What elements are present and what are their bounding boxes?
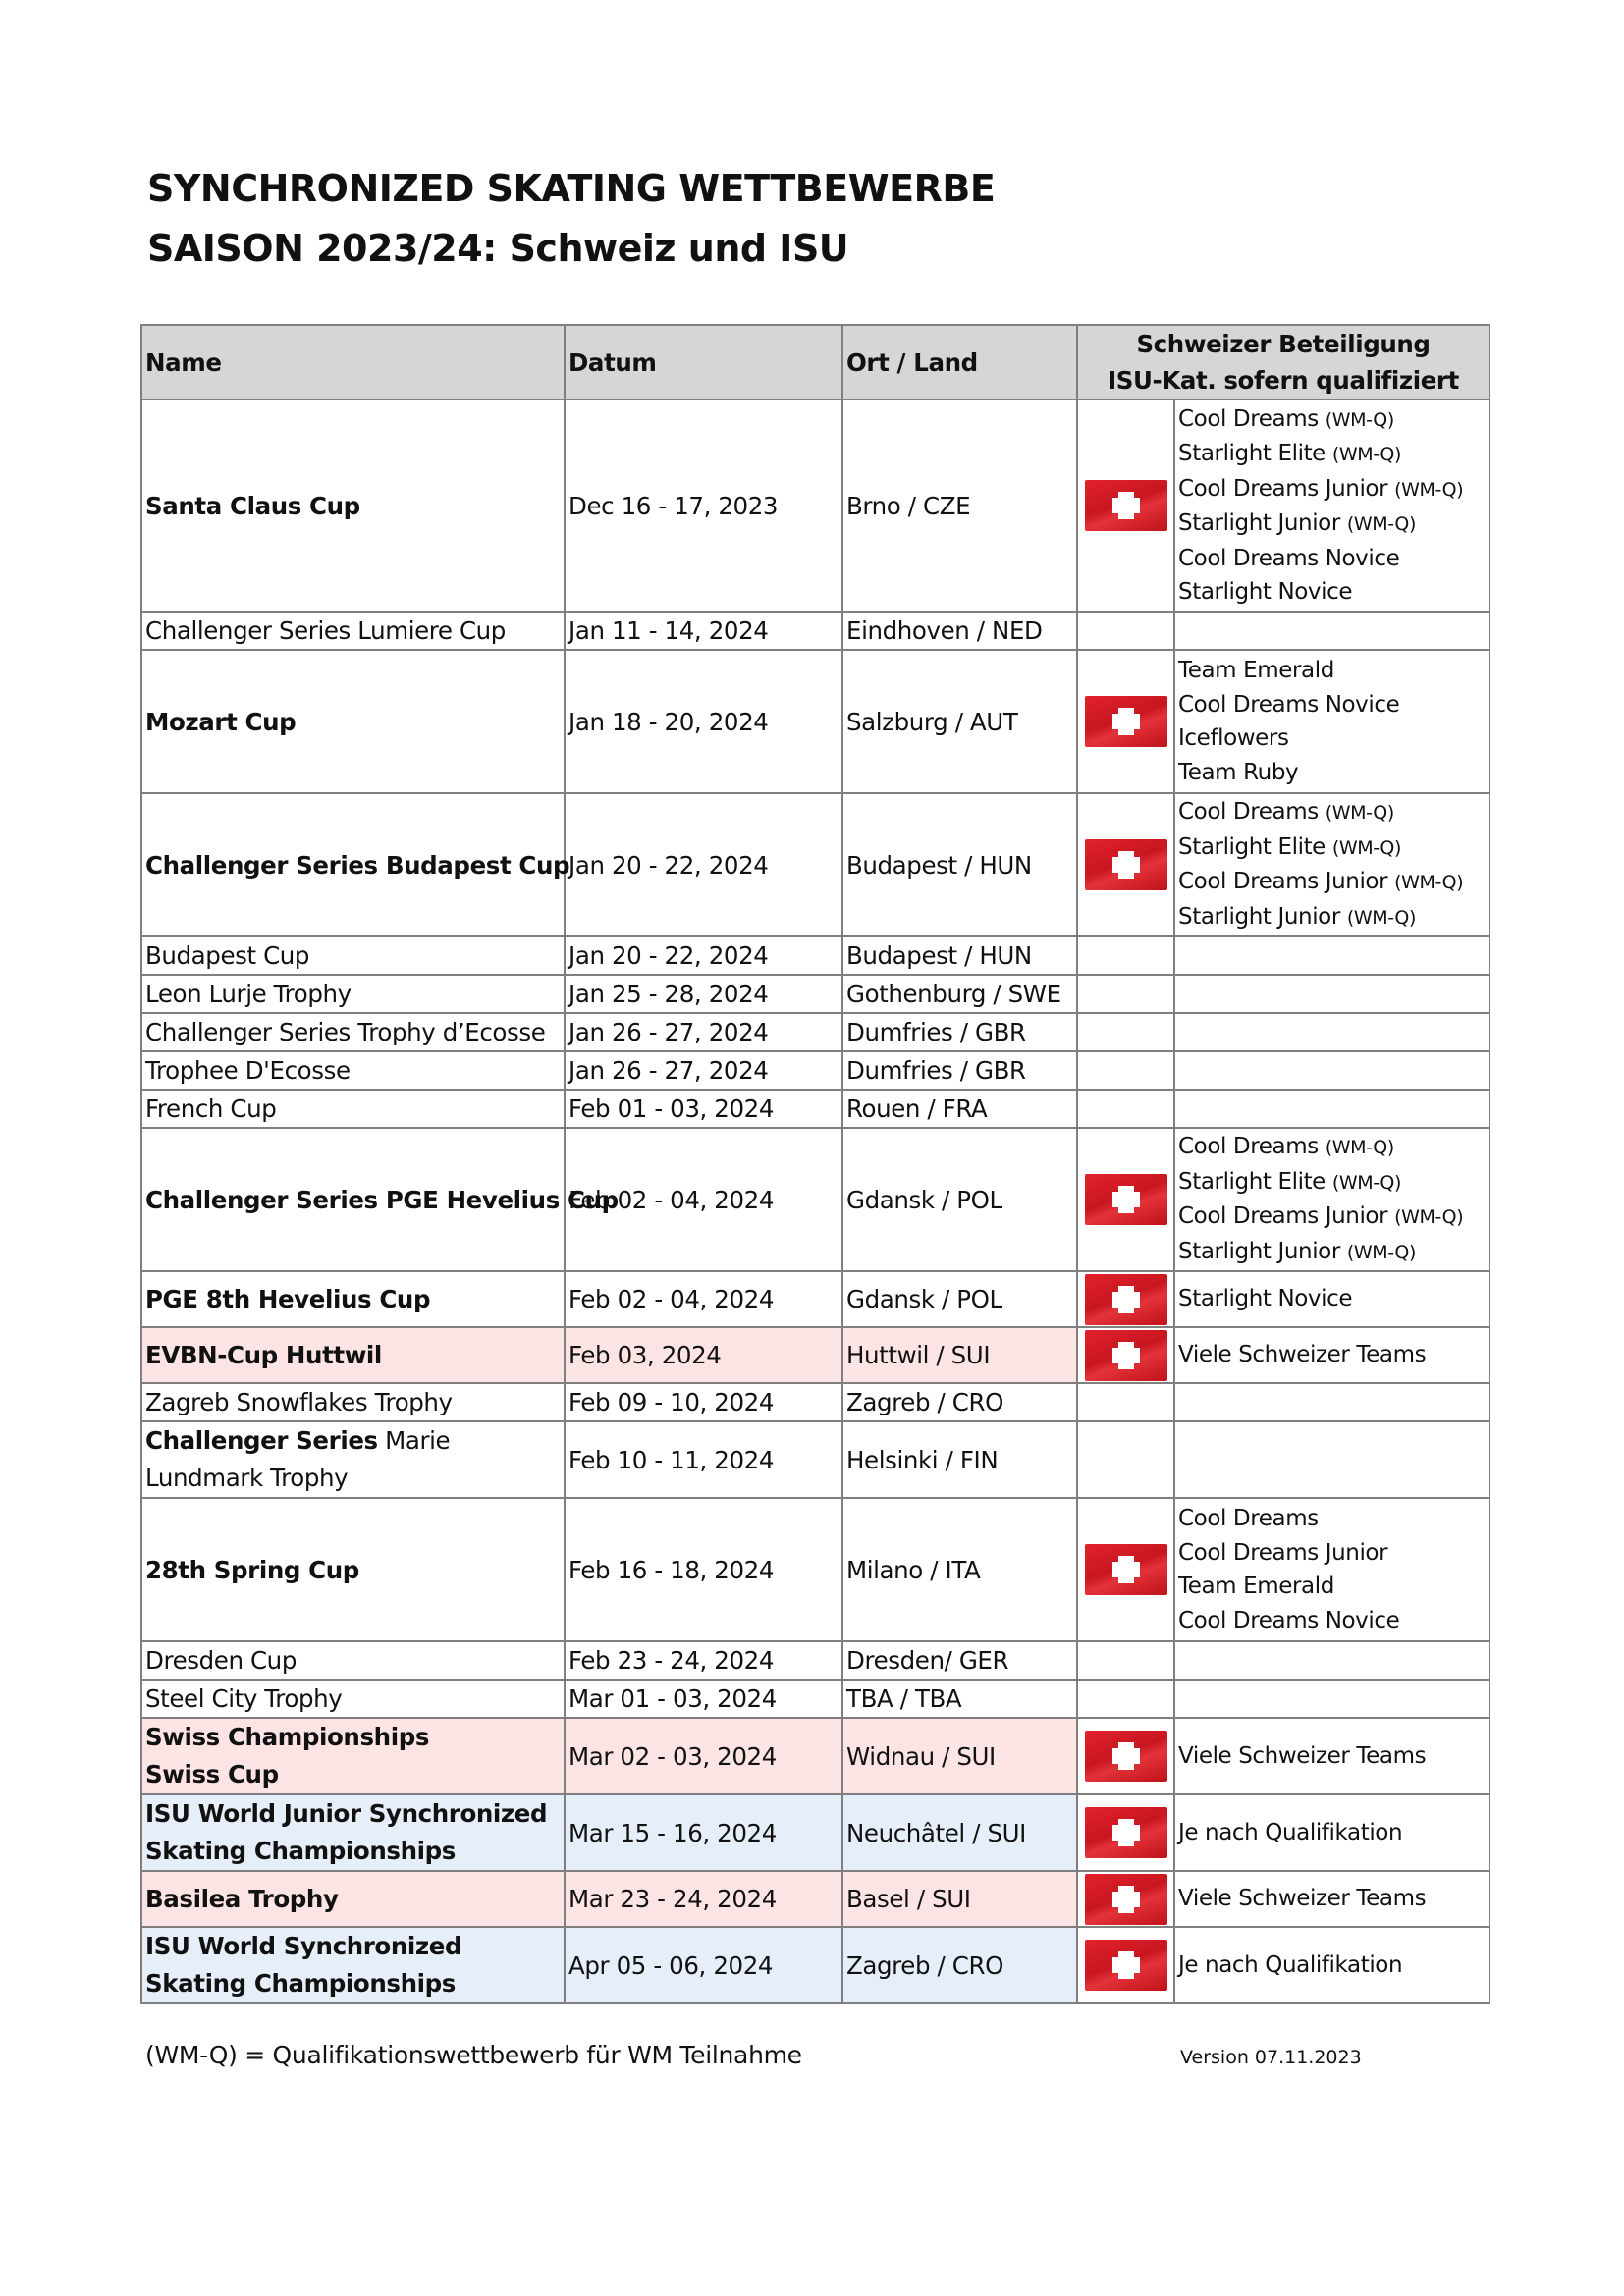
competition-name: Budapest Cup bbox=[141, 936, 565, 975]
team-entry bbox=[1178, 721, 1486, 756]
competition-name: Challenger Series Trophy d’Ecosse bbox=[141, 1013, 565, 1051]
team-entry bbox=[1178, 1536, 1486, 1571]
competition-date: Dec 16 - 17, 2023 bbox=[565, 400, 842, 612]
participation-flag-cell bbox=[1077, 650, 1174, 793]
participation-flag-cell bbox=[1077, 612, 1174, 650]
competition-name: Leon Lurje Trophy bbox=[141, 975, 565, 1013]
participation-flag-cell bbox=[1077, 1927, 1174, 2003]
competition-name-line: Swiss Cup bbox=[145, 1760, 279, 1789]
participation-flag-cell bbox=[1077, 1090, 1174, 1128]
team-entry bbox=[1178, 688, 1486, 722]
team-name: Cool Dreams Junior bbox=[1178, 475, 1388, 502]
competition-location: Zagreb / CRO bbox=[842, 1927, 1077, 2003]
competition-date: Feb 10 - 11, 2024 bbox=[565, 1421, 842, 1498]
participating-teams bbox=[1174, 1051, 1489, 1090]
competition-name-line: Swiss Championships bbox=[145, 1723, 430, 1751]
table-row bbox=[141, 1013, 1489, 1051]
team-name: Team Ruby bbox=[1178, 759, 1299, 785]
competition-location: Salzburg / AUT bbox=[842, 650, 1077, 793]
participation-flag-cell bbox=[1077, 1128, 1174, 1271]
team-entry bbox=[1178, 900, 1486, 935]
participation-flag-cell bbox=[1077, 1013, 1174, 1051]
table-row bbox=[141, 1051, 1489, 1090]
participating-teams bbox=[1174, 1271, 1489, 1327]
competition-location: Dresden/ GER bbox=[842, 1641, 1077, 1680]
participating-teams bbox=[1174, 650, 1489, 793]
team-name: Je nach Qualifikation bbox=[1178, 1819, 1403, 1845]
competition-location: Dumfries / GBR bbox=[842, 1013, 1077, 1051]
participation-flag-cell bbox=[1077, 1641, 1174, 1680]
qualifier-note: (WM-Q) bbox=[1394, 1206, 1464, 1228]
qualifier-note: (WM-Q) bbox=[1346, 1241, 1416, 1263]
team-entry bbox=[1178, 1235, 1486, 1270]
competition-location: Rouen / FRA bbox=[842, 1090, 1077, 1128]
qualifier-note: (WM-Q) bbox=[1394, 478, 1464, 501]
competition-name: Steel City Trophy bbox=[141, 1680, 565, 1718]
participation-flag-cell bbox=[1077, 1498, 1174, 1641]
qualifier-note: (WM-Q) bbox=[1346, 513, 1416, 535]
swiss-flag-icon bbox=[1085, 1274, 1167, 1325]
title-line-1: SYNCHRONIZED SKATING WETTBEWERBE bbox=[147, 167, 996, 210]
team-name: Cool Dreams Novice bbox=[1178, 691, 1400, 718]
team-name: Starlight Novice bbox=[1178, 1286, 1353, 1312]
qualifier-note: (WM-Q) bbox=[1331, 836, 1401, 859]
participating-teams bbox=[1174, 1680, 1489, 1718]
team-entry bbox=[1178, 472, 1486, 507]
team-name: Viele Schweizer Teams bbox=[1178, 1742, 1427, 1769]
competition-date: Jan 18 - 20, 2024 bbox=[565, 650, 842, 793]
table-row bbox=[141, 1327, 1489, 1383]
swiss-flag-icon bbox=[1085, 839, 1167, 890]
team-name: Viele Schweizer Teams bbox=[1178, 1886, 1427, 1912]
team-name: Starlight Junior bbox=[1178, 903, 1340, 930]
table-header-row bbox=[141, 325, 1489, 400]
participating-teams bbox=[1174, 1871, 1489, 1927]
swiss-flag-icon bbox=[1085, 696, 1167, 747]
table-row bbox=[141, 1090, 1489, 1128]
qualifier-note: (WM-Q) bbox=[1346, 906, 1416, 929]
participation-flag-cell bbox=[1077, 936, 1174, 975]
footer-note: (WM-Q) = Qualifikationswettbewerb für WM Teilnahme bbox=[145, 2041, 802, 2069]
competition-date: Feb 09 - 10, 2024 bbox=[565, 1383, 842, 1421]
competition-name: Challenger Series Budapest Cup bbox=[141, 793, 565, 936]
swiss-flag-icon bbox=[1085, 1544, 1167, 1595]
team-name: Cool Dreams bbox=[1178, 405, 1319, 432]
participating-teams bbox=[1174, 612, 1489, 650]
team-entry bbox=[1178, 1739, 1486, 1774]
participating-teams bbox=[1174, 1327, 1489, 1383]
table-row bbox=[141, 1421, 1489, 1498]
team-entry bbox=[1178, 756, 1486, 790]
participating-teams bbox=[1174, 1498, 1489, 1641]
swiss-flag-icon bbox=[1085, 1807, 1167, 1858]
competition-name: Challenger Series Lumiere Cup bbox=[141, 612, 565, 650]
competition-name bbox=[141, 1421, 565, 1498]
competition-location: Gdansk / POL bbox=[842, 1271, 1077, 1327]
participation-flag-cell bbox=[1077, 1327, 1174, 1383]
competition-name: Dresden Cup bbox=[141, 1641, 565, 1680]
team-entry bbox=[1178, 654, 1486, 688]
participation-flag-cell bbox=[1077, 1718, 1174, 1794]
participating-teams bbox=[1174, 1718, 1489, 1794]
team-name: Viele Schweizer Teams bbox=[1178, 1342, 1427, 1368]
competition-date: Mar 01 - 03, 2024 bbox=[565, 1680, 842, 1718]
team-name: Cool Dreams Junior bbox=[1178, 869, 1388, 894]
competition-date: Jan 26 - 27, 2024 bbox=[565, 1051, 842, 1090]
participation-flag-cell bbox=[1077, 1680, 1174, 1718]
header-participation-line-2: ISU-Kat. sofern qualifiziert bbox=[1108, 366, 1459, 395]
team-entry bbox=[1178, 1570, 1486, 1604]
team-entry bbox=[1178, 1282, 1486, 1316]
table-row bbox=[141, 936, 1489, 975]
participation-flag-cell bbox=[1077, 975, 1174, 1013]
competition-date: Jan 20 - 22, 2024 bbox=[565, 936, 842, 975]
title-line-2: SAISON 2023/24: Schweiz und ISU bbox=[147, 227, 849, 270]
competition-location: Dumfries / GBR bbox=[842, 1051, 1077, 1090]
team-name: Cool Dreams Novice bbox=[1178, 545, 1400, 571]
team-name: Cool Dreams Novice bbox=[1178, 1607, 1400, 1633]
document-title bbox=[147, 159, 995, 279]
competition-name: 28th Spring Cup bbox=[141, 1498, 565, 1641]
team-name: Cool Dreams bbox=[1178, 1134, 1319, 1159]
participating-teams bbox=[1174, 1128, 1489, 1271]
qualifier-note: (WM-Q) bbox=[1325, 1137, 1394, 1158]
competition-name: Santa Claus Cup bbox=[141, 400, 565, 612]
competition-date: Feb 01 - 03, 2024 bbox=[565, 1090, 842, 1128]
participating-teams bbox=[1174, 936, 1489, 975]
competition-name: ISU World Junior Synchronized Skating Championships bbox=[141, 1794, 565, 1871]
competition-location: Budapest / HUN bbox=[842, 936, 1077, 975]
participation-flag-cell bbox=[1077, 1871, 1174, 1927]
participating-teams bbox=[1174, 1927, 1489, 2003]
team-entry bbox=[1178, 542, 1486, 576]
participating-teams bbox=[1174, 1383, 1489, 1421]
participating-teams bbox=[1174, 1090, 1489, 1128]
competition-name: Challenger Series PGE Hevelius Cup bbox=[141, 1128, 565, 1271]
competition-name: Basilea Trophy bbox=[141, 1871, 565, 1927]
competition-name: Zagreb Snowflakes Trophy bbox=[141, 1383, 565, 1421]
competition-location: Brno / CZE bbox=[842, 400, 1077, 612]
competition-location: Zagreb / CRO bbox=[842, 1383, 1077, 1421]
participation-flag-cell bbox=[1077, 1271, 1174, 1327]
competition-location: Neuchâtel / SUI bbox=[842, 1794, 1077, 1871]
competition-date: Feb 16 - 18, 2024 bbox=[565, 1498, 842, 1641]
participation-flag-cell bbox=[1077, 793, 1174, 936]
competition-name: Trophee D'Ecosse bbox=[141, 1051, 565, 1090]
participating-teams bbox=[1174, 1641, 1489, 1680]
participation-flag-cell bbox=[1077, 1421, 1174, 1498]
team-entry bbox=[1178, 1604, 1486, 1638]
qualifier-note: (WM-Q) bbox=[1325, 802, 1394, 824]
competition-date: Mar 02 - 03, 2024 bbox=[565, 1718, 842, 1794]
swiss-flag-icon bbox=[1085, 1874, 1167, 1925]
team-name: Team Emerald bbox=[1178, 658, 1334, 683]
competition-name: ISU World Synchronized Skating Championships bbox=[141, 1927, 565, 2003]
team-entry bbox=[1178, 1200, 1486, 1235]
competition-date: Feb 23 - 24, 2024 bbox=[565, 1641, 842, 1680]
participating-teams bbox=[1174, 793, 1489, 936]
participating-teams bbox=[1174, 975, 1489, 1013]
team-entry bbox=[1178, 507, 1486, 542]
competition-date: Jan 11 - 14, 2024 bbox=[565, 612, 842, 650]
header-location: Ort / Land bbox=[842, 325, 1077, 400]
table-row bbox=[141, 612, 1489, 650]
competition-location: Milano / ITA bbox=[842, 1498, 1077, 1641]
team-entry bbox=[1178, 830, 1486, 866]
team-name: Cool Dreams Junior bbox=[1178, 1203, 1388, 1229]
participation-flag-cell bbox=[1077, 1794, 1174, 1871]
competition-date: Feb 03, 2024 bbox=[565, 1327, 842, 1383]
team-entry bbox=[1178, 575, 1486, 610]
table-row bbox=[141, 1641, 1489, 1680]
competition-date: Jan 20 - 22, 2024 bbox=[565, 793, 842, 936]
competition-name: EVBN-Cup Huttwil bbox=[141, 1327, 565, 1383]
competition-location: Widnau / SUI bbox=[842, 1718, 1077, 1794]
competition-location: Huttwil / SUI bbox=[842, 1327, 1077, 1383]
team-name: Cool Dreams bbox=[1178, 1506, 1319, 1531]
competition-date: Feb 02 - 04, 2024 bbox=[565, 1128, 842, 1271]
table-row bbox=[141, 400, 1489, 612]
competition-location: Budapest / HUN bbox=[842, 793, 1077, 936]
table-row bbox=[141, 793, 1489, 936]
team-entry bbox=[1178, 1165, 1486, 1201]
table-row bbox=[141, 975, 1489, 1013]
competition-name-bold: Challenger Series bbox=[145, 1426, 378, 1455]
header-participation-line-1: Schweizer Beteiligung bbox=[1136, 330, 1431, 358]
team-name: Cool Dreams Junior bbox=[1178, 1539, 1388, 1566]
header-date: Datum bbox=[565, 325, 842, 400]
team-entry bbox=[1178, 437, 1486, 472]
competition-location: Helsinki / FIN bbox=[842, 1421, 1077, 1498]
competition-location: Gdansk / POL bbox=[842, 1128, 1077, 1271]
qualifier-note: (WM-Q) bbox=[1331, 1171, 1401, 1194]
team-name: Iceflowers bbox=[1178, 725, 1289, 751]
qualifier-note: (WM-Q) bbox=[1325, 408, 1394, 431]
team-name: Je nach Qualifikation bbox=[1178, 1951, 1403, 1978]
qualifier-note: (WM-Q) bbox=[1394, 872, 1464, 893]
participating-teams bbox=[1174, 1013, 1489, 1051]
swiss-flag-icon bbox=[1085, 480, 1167, 531]
team-name: Starlight Novice bbox=[1178, 579, 1353, 605]
competition-location: Eindhoven / NED bbox=[842, 612, 1077, 650]
table-row bbox=[141, 1383, 1489, 1421]
participation-flag-cell bbox=[1077, 1383, 1174, 1421]
competition-date: Feb 02 - 04, 2024 bbox=[565, 1271, 842, 1327]
swiss-flag-icon bbox=[1085, 1174, 1167, 1225]
team-name: Starlight Junior bbox=[1178, 1238, 1340, 1264]
table-row bbox=[141, 1271, 1489, 1327]
team-name: Starlight Elite bbox=[1178, 441, 1326, 466]
team-entry bbox=[1178, 1130, 1486, 1165]
table-row bbox=[141, 1128, 1489, 1271]
participating-teams bbox=[1174, 1421, 1489, 1498]
team-name: Starlight Elite bbox=[1178, 833, 1326, 860]
team-entry bbox=[1178, 1882, 1486, 1916]
team-name: Starlight Junior bbox=[1178, 510, 1340, 536]
competition-name-rest: Marie Lundmark Trophy bbox=[145, 1426, 451, 1492]
team-entry bbox=[1178, 1502, 1486, 1536]
competition-date: Mar 23 - 24, 2024 bbox=[565, 1871, 842, 1927]
competition-name: Mozart Cup bbox=[141, 650, 565, 793]
competition-location: Basel / SUI bbox=[842, 1871, 1077, 1927]
participating-teams bbox=[1174, 400, 1489, 612]
table-row bbox=[141, 1498, 1489, 1641]
swiss-flag-icon bbox=[1085, 1940, 1167, 1991]
swiss-flag-icon bbox=[1085, 1330, 1167, 1381]
competition-table bbox=[140, 324, 1490, 2004]
competition-name: French Cup bbox=[141, 1090, 565, 1128]
table-row bbox=[141, 1927, 1489, 2003]
team-entry bbox=[1178, 402, 1486, 438]
header-participation bbox=[1077, 325, 1489, 400]
table-row bbox=[141, 1680, 1489, 1718]
participation-flag-cell bbox=[1077, 1051, 1174, 1090]
qualifier-note: (WM-Q) bbox=[1331, 444, 1401, 465]
table-row bbox=[141, 1718, 1489, 1794]
competition-location: TBA / TBA bbox=[842, 1680, 1077, 1718]
competition-name bbox=[141, 1718, 565, 1794]
table-row bbox=[141, 1871, 1489, 1927]
table-row bbox=[141, 1794, 1489, 1871]
team-name: Cool Dreams bbox=[1178, 799, 1319, 825]
team-entry bbox=[1178, 1816, 1486, 1850]
table-row bbox=[141, 650, 1489, 793]
participating-teams bbox=[1174, 1794, 1489, 1871]
competition-location: Gothenburg / SWE bbox=[842, 975, 1077, 1013]
version-label: Version 07.11.2023 bbox=[1180, 2047, 1362, 2068]
team-name: Starlight Elite bbox=[1178, 1168, 1326, 1195]
competition-date: Mar 15 - 16, 2024 bbox=[565, 1794, 842, 1871]
team-entry bbox=[1178, 1338, 1486, 1372]
participation-flag-cell bbox=[1077, 400, 1174, 612]
competition-date: Jan 26 - 27, 2024 bbox=[565, 1013, 842, 1051]
competition-date: Apr 05 - 06, 2024 bbox=[565, 1927, 842, 2003]
competition-date: Jan 25 - 28, 2024 bbox=[565, 975, 842, 1013]
team-entry bbox=[1178, 795, 1486, 830]
swiss-flag-icon bbox=[1085, 1731, 1167, 1782]
team-name: Team Emerald bbox=[1178, 1574, 1334, 1599]
competition-name: PGE 8th Hevelius Cup bbox=[141, 1271, 565, 1327]
team-entry bbox=[1178, 1949, 1486, 1983]
header-name: Name bbox=[141, 325, 565, 400]
team-entry bbox=[1178, 865, 1486, 900]
